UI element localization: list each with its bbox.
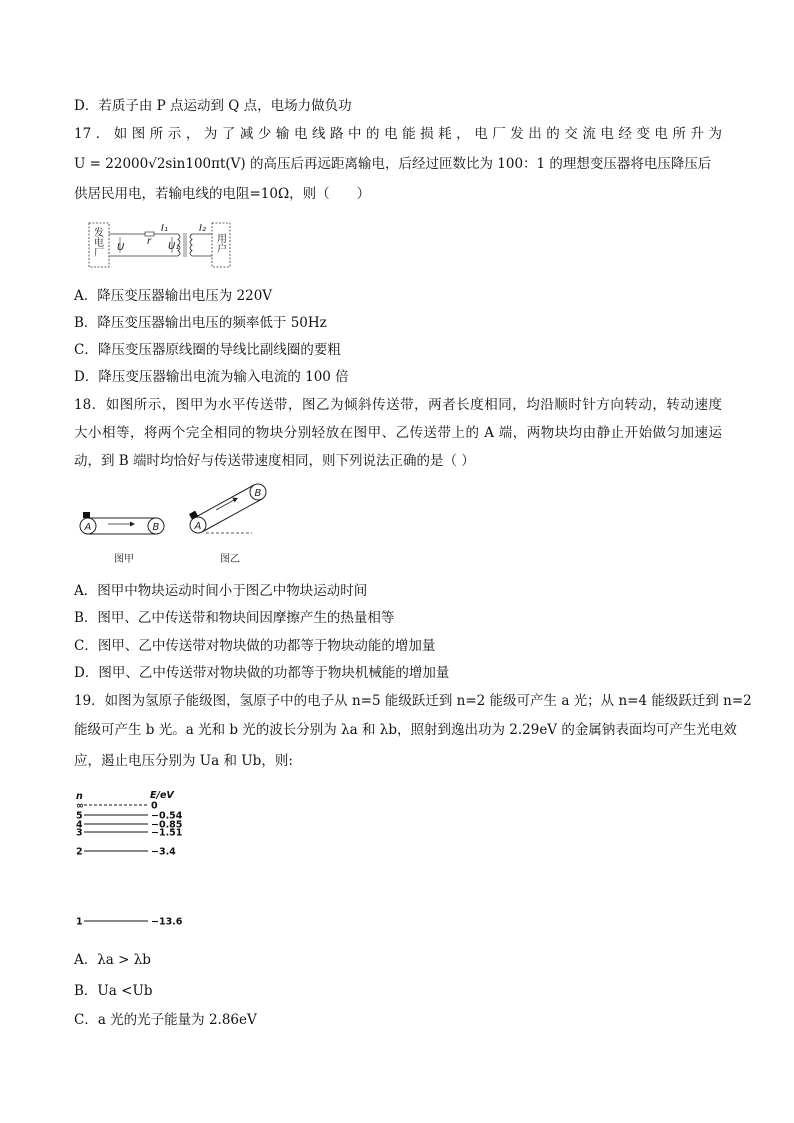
belt-yi (189, 484, 266, 565)
q17-option-a: A．降压变压器输出电压为 220V (74, 288, 273, 304)
e-header: E/eV (150, 790, 174, 801)
block-yi (189, 511, 198, 520)
label-I1: I₁ (161, 223, 168, 234)
label-U: U (117, 242, 125, 253)
q17-stem-line3: 供居民用电，若输电线的电阻=10Ω，则（ ） (74, 186, 371, 202)
caption-yi: 图乙 (220, 554, 240, 565)
energy-levels (76, 801, 183, 928)
left-box-label-1: 发 (94, 228, 104, 239)
secondary-coil (190, 234, 192, 256)
level-n-2: 4 (76, 819, 83, 831)
q16-option-d: D．若质子由 P 点运动到 Q 点，电场力做负功 (74, 98, 352, 114)
level-energy-0: 0 (151, 800, 158, 812)
level-energy-2: −0.85 (151, 819, 183, 831)
q19-option-c: C．a 光的光子能量为 2.86eV (74, 1012, 257, 1028)
n-header: n (76, 791, 83, 802)
level-n-1: 5 (76, 810, 83, 822)
level-n-0: ∞ (76, 800, 84, 812)
label-r: r (147, 236, 152, 247)
q19-stem-line2: 能级可产生 b 光。a 光和 b 光的波长分别为 λa 和 λb，照射到逸出功为 2.29eV 的金属钠表面均可产生光电效 (74, 722, 737, 738)
left-box-label-3: 厂 (94, 248, 104, 259)
level-n-3: 3 (76, 827, 83, 839)
level-energy-5: −13.6 (151, 916, 183, 928)
point-a-jia: A (84, 522, 92, 533)
label-I2: I₂ (199, 223, 206, 234)
q18-option-d: D．图甲、乙中传送带对物块做的功都等于物块机械能的增加量 (74, 665, 450, 681)
q17-transmission-figure (88, 222, 238, 270)
q18-conveyor-figure (74, 480, 284, 570)
q18-stem-line2: 大小相等，将两个完全相同的物块分别轻放在图甲、乙传送带上的 A 端，两物块均由静止开始做匀加速运 (74, 425, 722, 441)
q19-option-b: B．Ua <Ub (74, 983, 153, 999)
q19-stem-line1: 19．如图为氢原子能级图，氢原子中的电子从 n=5 能级跃迁到 n=2 能级可产生 a 光；从 n=4 能级跃迁到 n=2 (74, 693, 752, 709)
q17-option-d: D．降压变压器输出电流为输入电流的 100 倍 (74, 369, 349, 385)
q19-option-a: A．λa > λb (74, 952, 151, 968)
q17-option-c: C．降压变压器原线圈的导线比副线圈的要粗 (74, 342, 341, 358)
point-b-jia: B (152, 522, 160, 533)
q19-stem-line3: 应，遏止电压分别为 Ua 和 Ub，则: (74, 753, 293, 769)
q18-stem-line3: 动，到 B 端时均恰好与传送带速度相同，则下列说法正确的是（ ） (74, 453, 475, 469)
level-energy-4: −3.4 (151, 846, 176, 858)
level-energy-3: −1.51 (151, 827, 183, 839)
point-a-yi: A (194, 521, 202, 532)
q17-option-b: B．降压变压器输出电压的频率低于 50Hz (74, 315, 327, 331)
belt-jia (80, 512, 164, 565)
q19-energy-level-diagram (70, 787, 200, 937)
left-box-label-2: 电 (94, 238, 104, 249)
level-n-5: 1 (76, 916, 83, 928)
q18-option-c: C．图甲、乙中传送带对物块做的功都等于物块动能的增加量 (74, 638, 436, 654)
right-box-label-1: 用 (217, 234, 227, 245)
right-box-label-2: 户 (217, 244, 227, 255)
caption-jia: 图甲 (114, 554, 134, 565)
q17-stem-line1: 17．如图所示，为了减少输电线路中的电能损耗，电厂发出的交流电经变电所升为 (74, 126, 722, 142)
level-n-4: 2 (76, 846, 83, 858)
q18-stem-line1: 18．如图所示，图甲为水平传送带，图乙为倾斜传送带，两者长度相同，均沿顺时针方向转动，转动速度 (74, 397, 722, 413)
q17-stem-line2: U = 22000√2sin100πt(V) 的高压后再远距离输电，后经过匝数比为 100：1 的理想变压器将电压降压后 (74, 156, 712, 172)
level-energy-1: −0.54 (151, 810, 183, 822)
q18-option-b: B．图甲、乙中传送带和物块间因摩擦产生的热量相等 (74, 610, 395, 626)
label-U1: U₁ (168, 241, 180, 252)
block-jia (83, 512, 90, 518)
q18-option-a: A．图甲中物块运动时间小于图乙中物块运动时间 (74, 583, 368, 599)
point-b-yi: B (254, 488, 262, 499)
